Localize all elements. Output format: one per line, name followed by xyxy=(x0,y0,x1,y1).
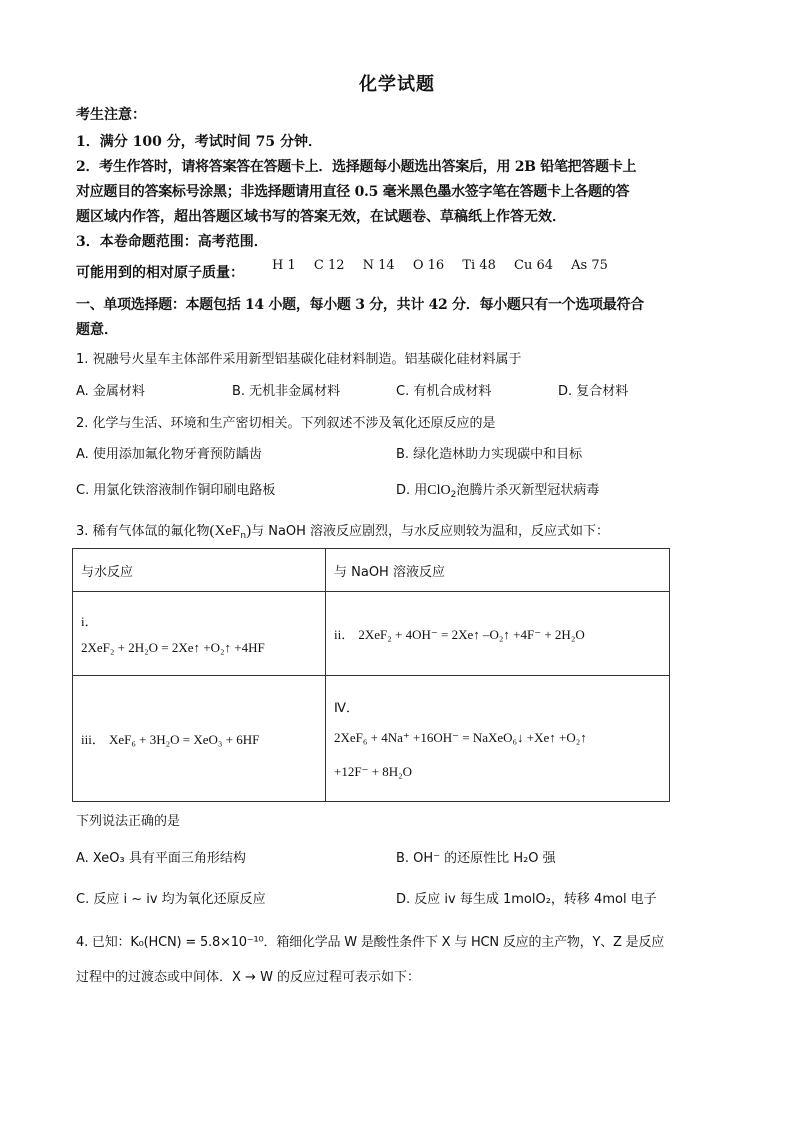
notice-item-2a: 2．考生作答时，请将答案答在答题卡上．选择题每小题选出答案后，用 2B 铅笔把答题卡上 xyxy=(76,159,637,175)
atomic-mass-item: As 75 xyxy=(571,258,608,273)
atomic-mass-item: H 1 xyxy=(272,258,296,273)
q1-option-d: D. 复合材料 xyxy=(558,384,629,399)
reaction-ii-equation: 2XeF₂ + 4OH⁻ = 2Xe↑ –O₂↑ +4F⁻ + 2H₂O xyxy=(358,627,585,642)
reaction-iv-label: Ⅳ． xyxy=(334,700,359,715)
section-heading-a: 一、单项选择题：本题包括 14 小题，每小题 3 分，共计 42 分．每小题只有一个选项最符合 xyxy=(76,297,644,313)
notice-item-2b: 对应题目的答案标号涂黑；非选择题请用直径 0.5 毫米黑色墨水签字笔在答题卡上各题的答 xyxy=(76,184,630,200)
q2-option-c: C. 用氯化铁溶液制作铜印刷电路板 xyxy=(76,483,276,498)
section-heading-b: 题意． xyxy=(76,322,118,338)
reaction-iii-cell xyxy=(73,676,326,802)
q1-option-c: C. 有机合成材料 xyxy=(396,384,492,399)
reaction-i-cell xyxy=(73,592,326,676)
table-header-water: 与水反应 xyxy=(73,549,326,592)
reaction-ii-cell xyxy=(326,592,670,676)
reaction-iii-label: iii． xyxy=(81,732,105,747)
q1-option-a: A. 金属材料 xyxy=(76,384,145,399)
reaction-iv-cell xyxy=(326,676,670,802)
question-4-line-b: 过程中的过渡态或中间体．X → W 的反应过程可表示如下： xyxy=(76,970,421,985)
reaction-iv-equation: 2XeF₆ + 4Na⁺ +16OH⁻ = NaXeO₆↓ +Xe↑ +O₂↑ xyxy=(334,730,587,745)
reaction-i-equation: 2XeF₂ + 2H₂O = 2Xe↑ +O₂↑ +4HF xyxy=(81,640,265,655)
atomic-mass-label: 可能用到的相对原子质量： xyxy=(76,265,244,281)
question-2-stem: 2. 化学与生活、环境和生产密切相关。下列叙述不涉及氧化还原反应的是 xyxy=(76,416,496,431)
q3-option-b: B. OH⁻ 的还原性比 H₂O 强 xyxy=(396,851,556,866)
atomic-mass-item: C 12 xyxy=(313,258,345,273)
table-header-naoh: 与 NaOH 溶液反应 xyxy=(326,549,670,592)
question-4-line-a: 4. 已知：K₀(HCN) = 5.8×10⁻¹⁰．箱细化学品 W 是酸性条件下 X 与 HCN 反应的主产物，Y、Z 是反应 xyxy=(76,935,665,950)
notice-item-2c: 题区域内作答，超出答题区域书写的答案无效，在试题卷、草稿纸上作答无效． xyxy=(76,209,566,225)
q1-option-b: B. 无机非金属材料 xyxy=(232,384,341,399)
notice-heading: 考生注意： xyxy=(76,107,146,123)
reaction-ii-label: ii． xyxy=(334,627,355,642)
atomic-mass-item: O 16 xyxy=(412,258,445,273)
q2-option-b: B. 绿化造林助力实现碳中和目标 xyxy=(396,447,583,462)
page-title: 化学试题 xyxy=(359,74,435,95)
atomic-mass-item: N 14 xyxy=(362,258,395,273)
question-3-prompt: 下列说法正确的是 xyxy=(76,814,181,829)
q3-option-a: A. XeO₃ 具有平面三角形结构 xyxy=(76,851,246,866)
reaction-iv-equation-cont: +12F⁻ + 8H₂O xyxy=(334,764,413,779)
question-1-stem: 1. 祝融号火星车主体部件采用新型铝基碳化硅材料制造。铝基碳化硅材料属于 xyxy=(76,352,522,367)
reaction-i-label: i． xyxy=(81,614,98,629)
notice-item-1: 1．满分 100 分，考试时间 75 分钟． xyxy=(76,134,322,150)
atomic-mass-list xyxy=(272,258,622,273)
q3-option-c: C. 反应 i ~ iv 均为氧化还原反应 xyxy=(76,892,266,907)
reaction-iii-equation: XeF₆ + 3H₂O = XeO₃ + 6HF xyxy=(108,732,260,747)
reaction-table xyxy=(72,548,670,802)
q2-option-a: A. 使用添加氟化物牙膏预防龋齿 xyxy=(76,447,262,462)
q3-option-d: D. 反应 iv 每生成 1molO₂，转移 4mol 电子 xyxy=(396,892,657,907)
atomic-mass-item: Ti 48 xyxy=(462,258,496,273)
atomic-mass-item: Cu 64 xyxy=(514,258,553,273)
notice-item-3: 3．本卷命题范围：高考范围． xyxy=(76,234,268,250)
question-3-stem: 3. 稀有气体氙的氟化物(XeF$_n$)与 NaOH 溶液反应剧烈，与水反应则较为温和，反应式如下： xyxy=(76,523,610,541)
q2-option-d: D. 用ClO$_2$泡腾片杀灭新型冠状病毒 xyxy=(396,483,600,500)
